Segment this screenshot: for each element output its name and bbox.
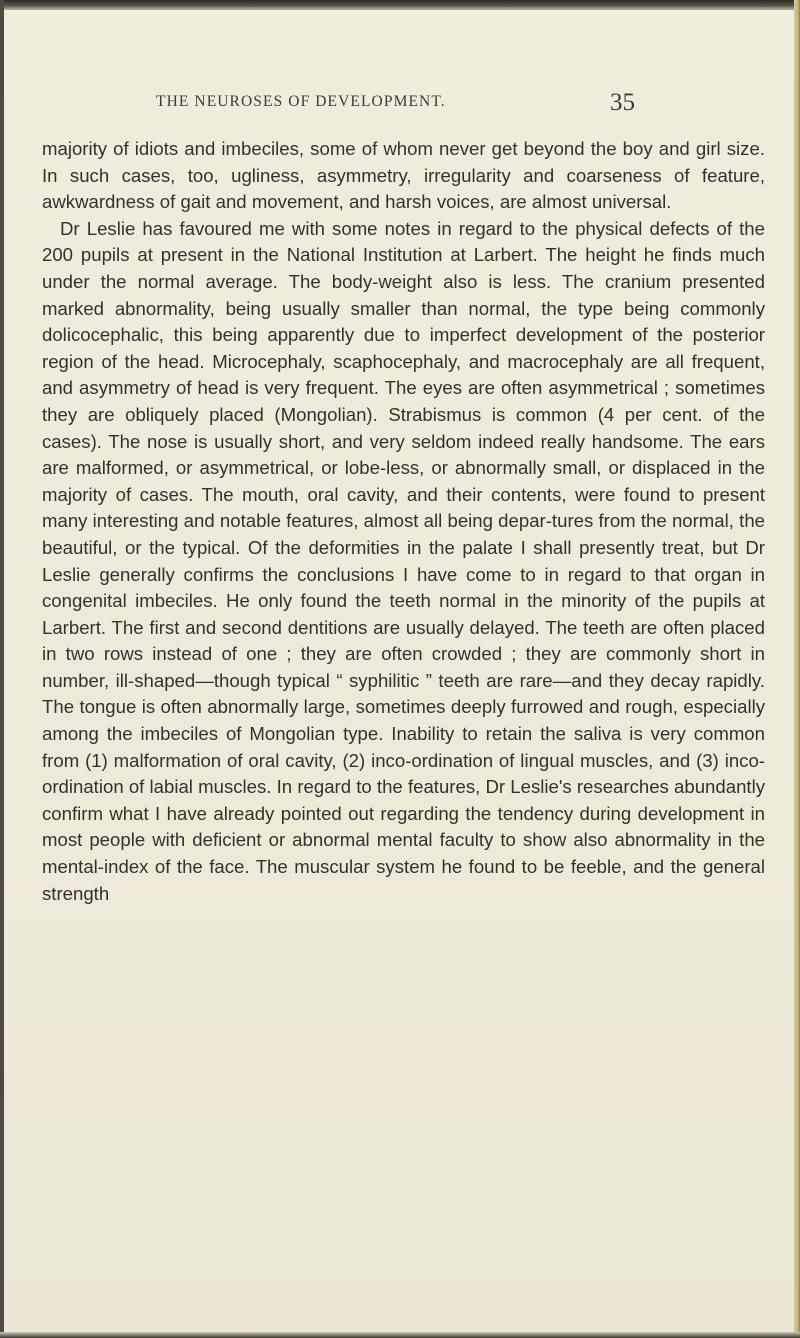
- page-number: 35: [610, 89, 635, 116]
- page-left-edge: [0, 0, 4, 1338]
- page-right-edge: [794, 0, 800, 1338]
- paragraph: majority of idiots and imbeciles, some of whom never get beyond the boy and girl size. In such cases, too, ugliness, asymmetry, irregularity and coarseness of feature, awkwardness of gait and movement, and harsh voices, are almost universal.: [42, 138, 765, 213]
- page-top-edge: [0, 0, 800, 10]
- paragraph: Dr Leslie has favoured me with some notes in regard to the physical defects of the 200 pupils at present in the National Institution at Larbert. The height he finds much under the normal average. The body-weight also is less. The cranium presented marked abnormality, being usually smaller than normal, the type being commonly dolicocephalic, this being apparently due to imperfect development of the posterior region of the head. Microcephaly, scaphocephaly, and macrocephaly are all frequent, and asymmetry of head is very frequent. The eyes are often asymmetrical ; sometimes they are obliquely placed (Mongolian). Strabismus is common (4 per cent. of the cases). The nose is usually short, and very seldom indeed really handsome. The ears are malformed, or asymmetrical, or lobe-less, or abnormally small, or displaced in the majority of cases. The mouth, oral cavity, and their contents, were found to present many interesting and notable features, almost all being depar-tures from the normal, the beautiful, or the typical. Of the deformities in the palate I shall presently treat, but Dr Leslie generally confirms the conclusions I have come to in regard to that organ in congenital imbeciles. He only found the teeth normal in the minority of the pupils at Larbert. The first and second dentitions are usually delayed. The teeth are often placed in two rows instead of one ; they are often crowded ; they are commonly short in number, ill-shaped—though typical “ syphilitic ” teeth are rare—and they decay rapidly. The tongue is often abnormally large, sometimes deeply furrowed and rough, especially among the imbeciles of Mongolian type. Inability to retain the saliva is very common from (1) malformation of oral cavity, (2) inco-ordination of lingual muscles, and (3) inco-ordination of labial muscles. In regard to the features, Dr Leslie's researches abundantly confirm what I have already pointed out regarding the tendency during development in most people with deficient or abnormal mental faculty to show also abnormality in the mental-index of the face. The muscular system he found to be feeble, and the general strength: [42, 217, 765, 904]
- running-head-title: THE NEUROSES OF DEVELOPMENT.: [156, 93, 446, 110]
- page-bottom-edge: [0, 1332, 800, 1338]
- body-text: [42, 136, 765, 907]
- running-head: [0, 89, 800, 121]
